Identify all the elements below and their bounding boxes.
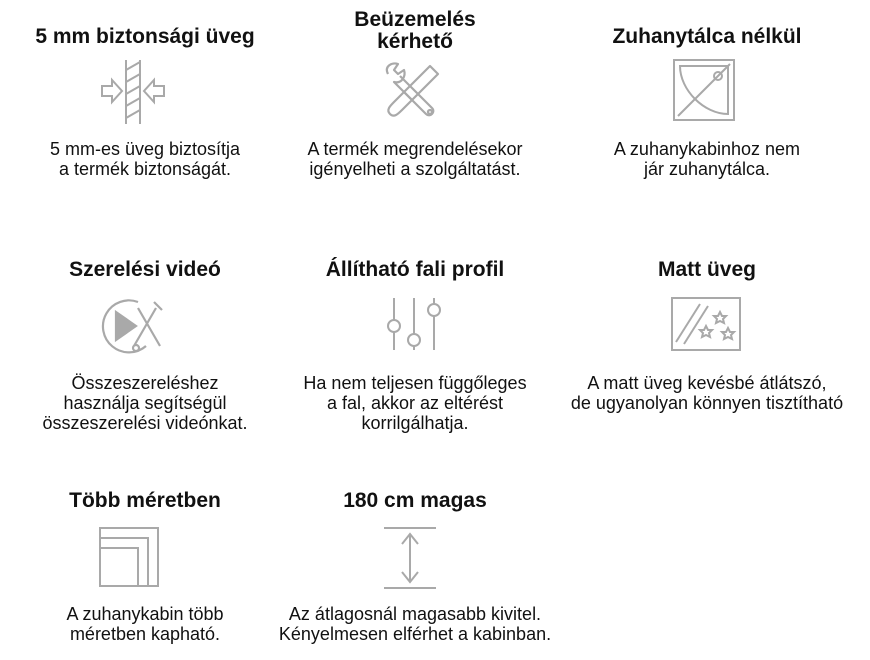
feature-multiple-sizes	[0, 490, 290, 512]
feature-assembly-video	[0, 259, 290, 281]
feature-desc: A zuhanykabinhoz nem	[613, 139, 801, 159]
feature-desc-block	[270, 604, 560, 644]
feature-title: Zuhanytálca nélkül	[612, 25, 802, 48]
feature-desc-block	[270, 373, 560, 433]
feature-desc: Az átlagosnál magasabb kivitel.	[288, 604, 542, 624]
safety-glass-icon	[100, 58, 166, 126]
feature-desc: A termék megrendelésekor	[307, 139, 523, 159]
feature-installation	[270, 9, 560, 53]
feature-desc: Ha nem teljesen függőleges	[303, 373, 527, 393]
feature-desc: igényelheti a szolgáltatást.	[309, 159, 521, 179]
adjustable-sliders-icon	[384, 294, 444, 354]
installation-tools-icon	[380, 60, 444, 124]
feature-desc: Összeszereléshez	[71, 373, 219, 393]
feature-desc-block	[0, 604, 290, 644]
feature-desc: 5 mm-es üveg biztosítja	[49, 139, 241, 159]
feature-desc-block	[562, 139, 852, 179]
feature-desc: a termék biztonságát.	[58, 159, 232, 179]
feature-desc: jár zuhanytálca.	[643, 159, 771, 179]
feature-desc: összeszerelési videónkat.	[42, 413, 248, 433]
feature-desc: használja segítségül	[63, 393, 227, 413]
feature-desc-block	[0, 139, 290, 179]
feature-title: Állítható fali profil	[325, 258, 505, 281]
feature-desc-block	[557, 373, 857, 413]
feature-title: Szerelési videó	[69, 258, 221, 281]
feature-matte-glass	[562, 259, 852, 281]
feature-desc: korrilgálhatja.	[361, 413, 469, 433]
feature-safety-glass	[0, 26, 290, 48]
feature-desc-block	[270, 139, 560, 179]
feature-desc: A zuhanykabin több	[66, 604, 224, 624]
feature-desc: A matt üveg kevésbé átlátszó,	[587, 373, 827, 393]
multiple-sizes-icon	[98, 526, 162, 590]
matte-glass-icon	[670, 296, 742, 352]
feature-desc: de ugyanolyan könnyen tisztítható	[570, 393, 844, 413]
feature-desc: méretben kapható.	[69, 624, 221, 644]
feature-title: Több méretben	[69, 489, 221, 512]
height-arrow-icon	[380, 524, 440, 592]
feature-adjustable-profile	[270, 259, 560, 281]
feature-no-tray	[562, 26, 852, 48]
feature-height	[270, 490, 560, 512]
feature-title: kérhető	[377, 30, 453, 53]
feature-desc: a fal, akkor az eltérést	[326, 393, 504, 413]
no-shower-tray-icon	[672, 58, 736, 122]
feature-title: Beüzemelés	[354, 8, 476, 31]
feature-desc: Kényelmesen elférhet a kabinban.	[278, 624, 552, 644]
assembly-video-icon	[98, 294, 166, 358]
feature-title: 5 mm biztonsági üveg	[35, 25, 255, 48]
feature-title: Matt üveg	[657, 258, 756, 281]
feature-desc-block	[0, 373, 290, 433]
feature-title: 180 cm magas	[343, 489, 487, 512]
